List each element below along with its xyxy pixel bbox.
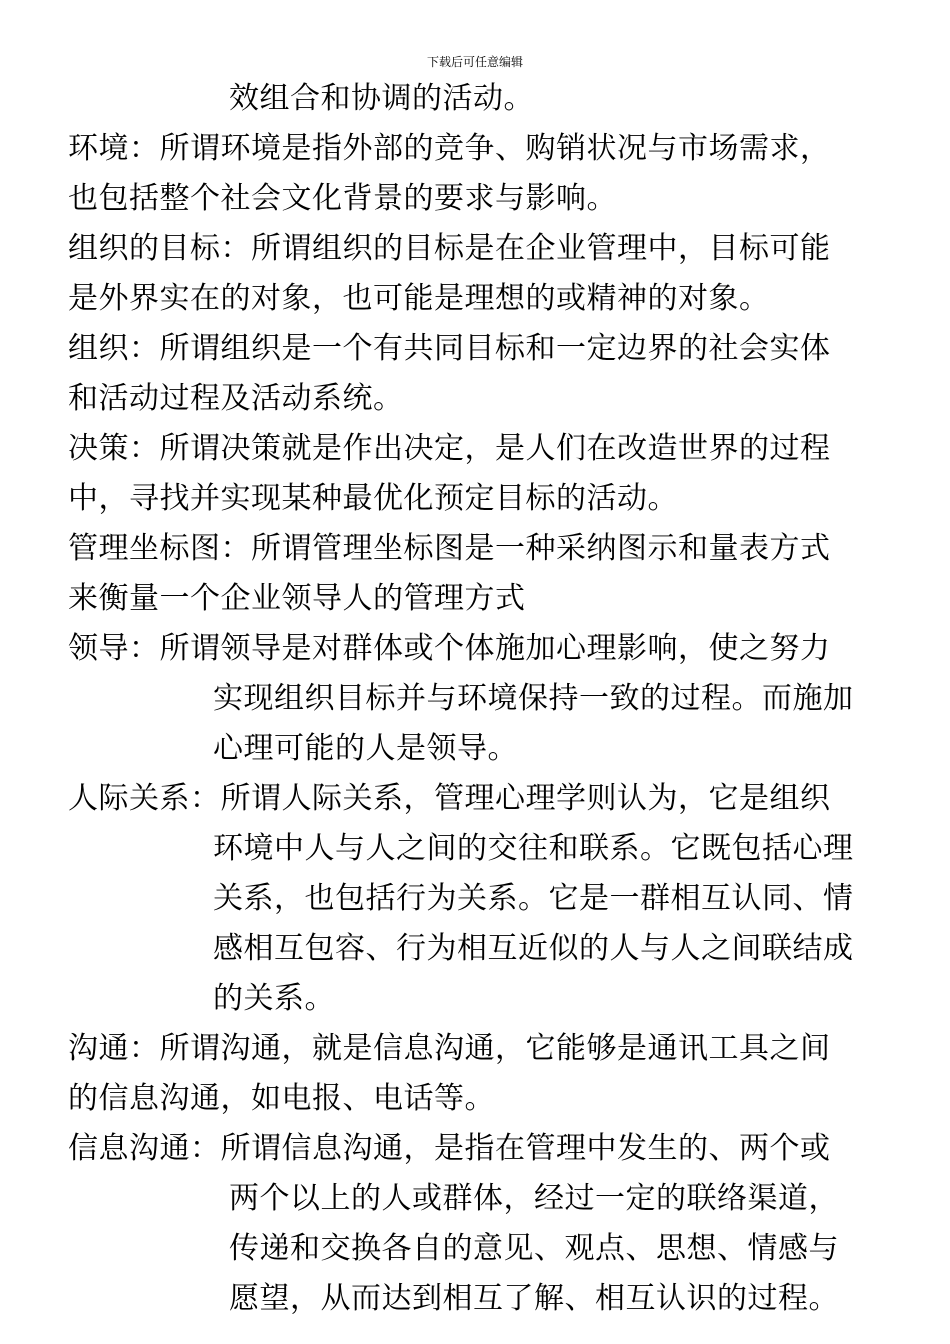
text-line: 信息沟通：所谓信息沟通，是指在管理中发生的、两个或 [68,1131,831,1166]
text-line: 来衡量一个企业领导人的管理方式 [68,581,526,616]
text-line: 愿望，从而达到相互了解、相互认识的过程。 [229,1281,839,1316]
text-line: 管理坐标图：所谓管理坐标图是一种采纳图示和量表方式 [68,531,831,566]
text-line: 人际关系：所谓人际关系，管理心理学则认为，它是组织 [68,781,831,816]
text-line: 心理可能的人是领导。 [213,731,518,766]
text-line: 的关系。 [213,981,335,1016]
page-header: 下载后可任意编辑 [426,55,523,69]
text-line: 决策：所谓决策就是作出决定，是人们在改造世界的过程 [68,431,831,466]
text-line: 也包括整个社会文化背景的要求与影响。 [68,181,617,216]
text-line: 是外界实在的对象，也可能是理想的或精神的对象。 [68,281,770,316]
text-line: 传递和交换各自的意见、观点、思想、情感与 [229,1231,839,1266]
text-line: 和活动过程及活动系统。 [68,381,404,416]
text-line: 关系，也包括行为关系。它是一群相互认同、情 [213,881,854,916]
text-line: 的信息沟通，如电报、电话等。 [68,1081,495,1116]
text-line: 实现组织目标并与环境保持一致的过程。而施加 [213,681,854,716]
text-line: 环境：所谓环境是指外部的竞争、购销状况与市场需求， [68,131,831,166]
text-line: 中，寻找并实现某种最优化预定目标的活动。 [68,481,678,516]
text-line: 效组合和协调的活动。 [229,81,534,116]
text-line: 组织的目标：所谓组织的目标是在企业管理中，目标可能 [68,231,831,266]
text-line: 组织：所谓组织是一个有共同目标和一定边界的社会实体 [68,331,831,366]
text-line: 感相互包容、行为相互近似的人与人之间联结成 [213,931,854,966]
text-line: 两个以上的人或群体，经过一定的联络渠道， [229,1181,839,1216]
text-line: 沟通：所谓沟通，就是信息沟通，它能够是通讯工具之间 [68,1031,831,1066]
text-line: 环境中人与人之间的交往和联系。它既包括心理 [213,831,854,866]
text-line: 领导：所谓领导是对群体或个体施加心理影响，使之努力 [68,631,831,666]
